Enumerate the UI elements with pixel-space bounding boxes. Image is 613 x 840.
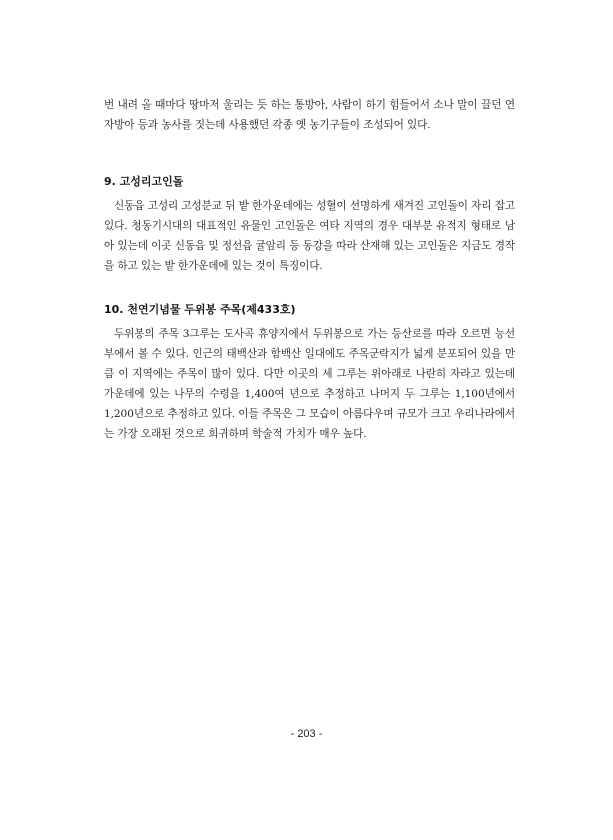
intro-paragraph: 번 내려 올 때마다 땅마저 울리는 듯 하는 통방아, 사람이 하기 힘들어서 소나 말이 끌던 연자방아 등과 농사를 짓는데 사용했던 각종 옛 농기구들이 조성되어 있다. bbox=[104, 99, 515, 131]
section-9 bbox=[104, 174, 515, 190]
section-10-heading: 10. 천연기념물 두위봉 주목(제433호) bbox=[104, 303, 296, 316]
section-10-paragraph: 두위봉의 주목 3그루는 도사곡 휴양지에서 두위봉으로 가는 등산로를 따라 오르면 능선부에서 볼 수 있다. 인근의 태백산과 함백산 일대에도 주목군락지가 넓게 분포되어 있을 만큼 이 지역에는 주목이 많이 있다. 다만 이곳의 세 그루는 위아래로 나란히 자라고 있는데 가운데에 있는 나무의 수령을 1,400여 년으로 추정하고 나머지 두 그루는 1,100년에서 1,200년으로 추정하고 있다. 이들 주목은 그 모습이 아름다우며 규모가 크고 우리나라에서는 가장 오래된 것으로 희귀하며 학술적 가치가 매우 높다. bbox=[104, 328, 515, 440]
page-number: - 203 - bbox=[290, 728, 323, 740]
intro-section bbox=[104, 95, 515, 135]
section-10 bbox=[104, 302, 515, 318]
section-9-content bbox=[104, 196, 515, 276]
section-10-content bbox=[104, 324, 515, 444]
section-9-paragraph: 신동읍 고성리 고성분교 뒤 밭 한가운데에는 성혈이 선명하게 새겨진 고인돌이 자리 잡고 있다. 청동기시대의 대표적인 유물인 고인돌은 여타 지역의 경우 대부분 유적지 형태로 남아 있는데 이곳 신동읍 및 정선읍 귤암리 등 동강을 따라 산재해 있는 고인돌은 지금도 경작을 하고 있는 밭 한가운데에 있는 것이 특징이다. bbox=[104, 200, 515, 272]
section-9-heading: 9. 고성리고인돌 bbox=[104, 175, 184, 188]
